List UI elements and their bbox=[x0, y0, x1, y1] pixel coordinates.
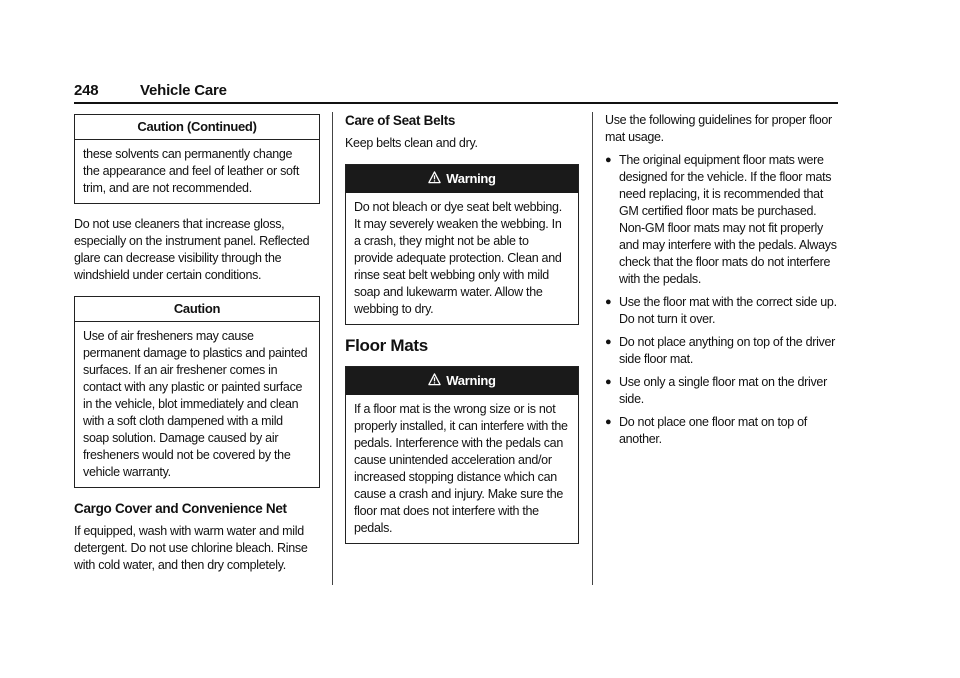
bullet-icon: ● bbox=[605, 416, 612, 428]
list-item: ● Use only a single floor mat on the driver side. bbox=[605, 375, 827, 406]
bullet-icon: ● bbox=[605, 296, 612, 308]
page-header bbox=[74, 80, 838, 104]
caution-continued-body: these solvents can permanently change the appearance and feel of leather or soft trim, and are not recommended. bbox=[83, 147, 300, 195]
warning-box-seatbelt bbox=[345, 164, 579, 325]
seatbelt-heading: Care of Seat Belts bbox=[345, 113, 456, 128]
warning-box-floormat bbox=[345, 366, 579, 544]
caution-continued-title: Caution (Continued) bbox=[75, 115, 319, 140]
warning-label: Warning bbox=[446, 373, 496, 388]
warning-title-floormat bbox=[346, 367, 578, 395]
caution-body: Use of air fresheners may cause permanent damage to plastics and painted surfaces. If an air freshener comes in contact with any plastic or painted surface in the vehicle, blot immediately and clean with a soft cloth dampened with a mild soap solution. Damage caused by air fresheners would not be covered by the vehicle warranty. bbox=[83, 329, 308, 479]
warning-triangle-icon bbox=[428, 373, 441, 386]
bullet-icon: ● bbox=[605, 154, 612, 166]
warning-title-seatbelt bbox=[346, 165, 578, 193]
warning-triangle-icon bbox=[428, 171, 441, 184]
floormats-heading: Floor Mats bbox=[345, 336, 428, 355]
bullet-icon: ● bbox=[605, 336, 612, 348]
column-divider-1 bbox=[332, 112, 333, 585]
floormat-guidelines-list bbox=[605, 152, 839, 448]
warning-body-seatbelt: Do not bleach or dye seat belt webbing. It may severely weaken the webbing. In a crash, they might not be able to provide adequate protection. Clean and rinse seat belt webbing only with mild soap and lukewarm water. Allow the webbing to dry. bbox=[354, 200, 562, 316]
caution-title: Caution bbox=[75, 297, 319, 322]
floormat-intro: Use the following guidelines for proper floor mat usage. bbox=[605, 113, 832, 144]
caution-box bbox=[74, 296, 320, 488]
cargo-paragraph: If equipped, wash with warm water and mild detergent. Do not use chlorine bleach. Rinse with cold water, and then dry completely. bbox=[74, 524, 308, 572]
page-number: 248 bbox=[74, 82, 99, 99]
column-1 bbox=[74, 114, 320, 586]
column-divider-2 bbox=[592, 112, 593, 585]
caution-continued-box bbox=[74, 114, 320, 204]
column-3 bbox=[605, 112, 839, 454]
list-item: ● Do not place anything on top of the driver side floor mat. bbox=[605, 335, 836, 366]
list-item: ● The original equipment floor mats were designed for the vehicle. If the floor mats need replacing, it is recommended that GM certified floor mats be purchased. Non-GM floor mats may not fit properly and may interfere with the pedals. Always check that the floor mats do not interfere with the pedals. bbox=[605, 153, 837, 286]
cargo-heading: Cargo Cover and Convenience Net bbox=[74, 501, 287, 516]
seatbelt-paragraph: Keep belts clean and dry. bbox=[345, 136, 478, 150]
section-title: Vehicle Care bbox=[140, 82, 227, 99]
warning-label: Warning bbox=[446, 171, 496, 186]
warning-body-floormat: If a floor mat is the wrong size or is not properly installed, it can interfere with the pedals. Interference with the pedals can cause unintended acceleration and/or increased stopping distance which can cause a crash and injury. Make sure the floor mat does not interfere with the pedals. bbox=[354, 402, 568, 535]
bullet-icon: ● bbox=[605, 376, 612, 388]
gloss-paragraph: Do not use cleaners that increase gloss, especially on the instrument panel. Reflected glare can decrease visibility through the windshield under certain conditions. bbox=[74, 217, 310, 282]
list-item: ● Use the floor mat with the correct side up. Do not turn it over. bbox=[605, 295, 837, 326]
column-2 bbox=[345, 112, 579, 556]
list-item: ● Do not place one floor mat on top of another. bbox=[605, 415, 807, 446]
